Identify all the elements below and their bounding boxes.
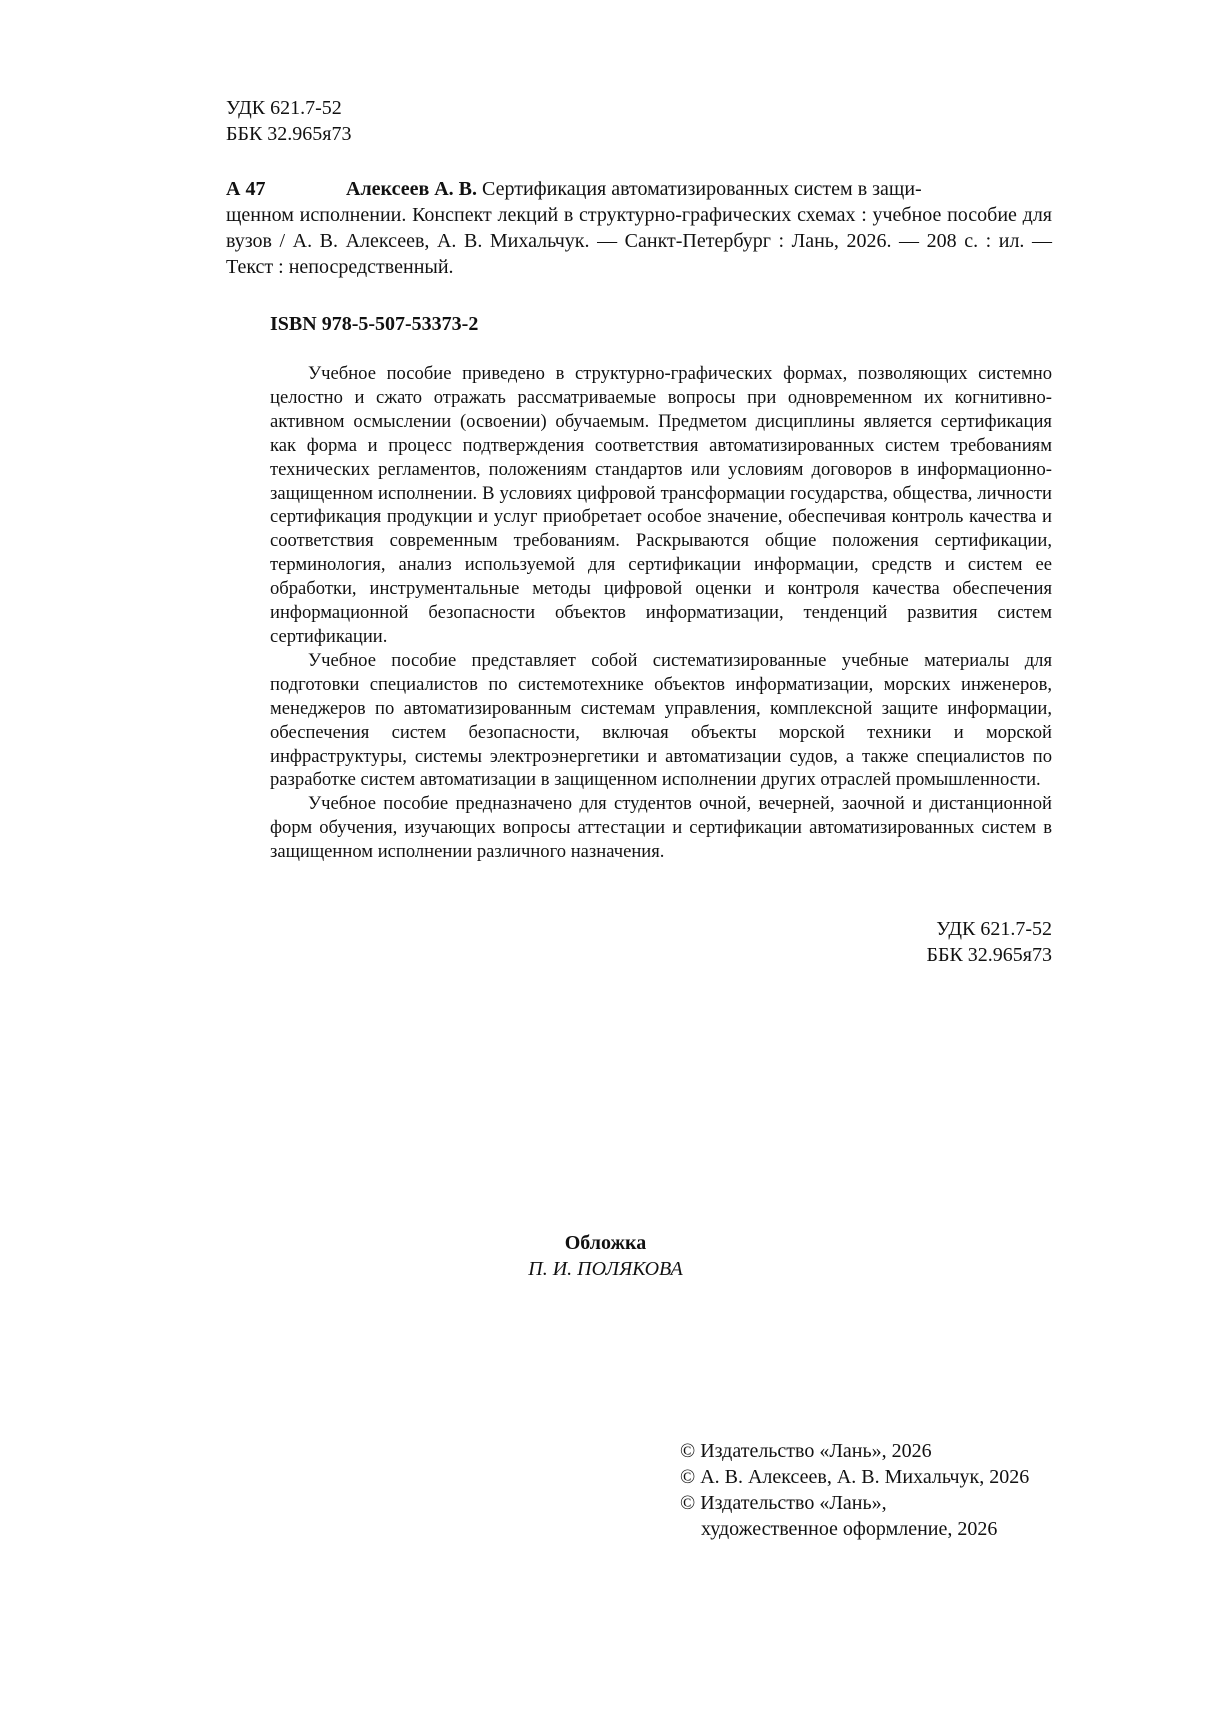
bibliographic-entry [226, 176, 1052, 280]
isbn: ISBN 978-5-507-53373-2 [270, 313, 479, 335]
copyright-line-1: © Издательство «Лань», 2026 [680, 1440, 932, 1462]
classification-codes-top [226, 95, 352, 147]
copyright-line-2: © А. В. Алексеев, А. В. Михальчук, 2026 [680, 1466, 1030, 1488]
classification-codes-bottom [870, 916, 1052, 968]
title-line-start: Сертификация автоматизированных систем в защи- [482, 178, 922, 200]
annotation-paragraph-2: Учебное пособие представляет собой систематизированные учебные материалы для подготовки специалистов по системотехнике объектов информатизации, морских инженеров, менеджеров по автоматизированным системам управления, комплексной защите информации, обеспечения систем безопасности, включая объекты морской техники и морской инфраструктуры, системы электроэнергетики и автоматизации судов, а также специалистов по разработке систем автоматизации в защищенном исполнении других отраслей промышленности. [270, 649, 1052, 791]
cover-credit-title: Обложка [564, 1232, 647, 1254]
copyright-block [680, 1438, 1029, 1542]
title-continuation: щенном исполнении. Конспект лекций в структурно-графических схемах : учебное пособие для вузов / А. В. Алексеев, А. В. Михальчук. — Санкт-Петербург : Лань, 2026. — 208 с. : ил. — Текст : непосредственный. [226, 204, 1052, 278]
bbk-code-bottom: ББК 32.965я73 [926, 944, 1052, 966]
cover-credit [0, 1230, 1211, 1282]
author-name: Алексеев А. В. [346, 178, 478, 200]
copyright-line-4: художественное оформление, 2026 [701, 1518, 998, 1540]
author-mark: А 47 [226, 178, 266, 200]
udk-code-bottom: УДК 621.7-52 [936, 918, 1052, 940]
cover-designer-name: П. И. ПОЛЯКОВА [528, 1258, 683, 1280]
udk-code: УДК 621.7-52 [226, 97, 342, 119]
annotation [270, 362, 1052, 864]
annotation-paragraph-1: Учебное пособие приведено в структурно-графических формах, позволяющих системно целостно и сжато отражать рассматриваемые вопросы при одновременном их когнитивно-активном осмыслении (освоении) обучаемым. Предметом дисциплины является сертификация как форма и процесс подтверждения соответствия автоматизированных систем требованиям технических регламентов, положениям стандартов или условиям договоров в информационно-защищенном исполнении. В условиях цифровой трансформации государства, общества, личности сертификация продукции и услуг приобретает особое значение, обеспечивая контроль качества и соответствия современным требованиям. Раскрываются общие положения сертификации, терминология, анализ используемой для сертификации информации, средств и систем ее обработки, инструментальные методы цифровой оценки и контроля качества обеспечения информационной безопасности объектов информатизации, тенденций развития систем сертификации. [270, 363, 1052, 647]
annotation-paragraph-3: Учебное пособие предназначено для студентов очной, вечерней, заочной и дистанционной форм обучения, изучающих вопросы аттестации и сертификации автоматизированных систем в защищенном исполнении различного назначения. [270, 793, 1052, 863]
copyright-line-3: © Издательство «Лань», [680, 1492, 887, 1514]
bbk-code: ББК 32.965я73 [226, 123, 352, 145]
